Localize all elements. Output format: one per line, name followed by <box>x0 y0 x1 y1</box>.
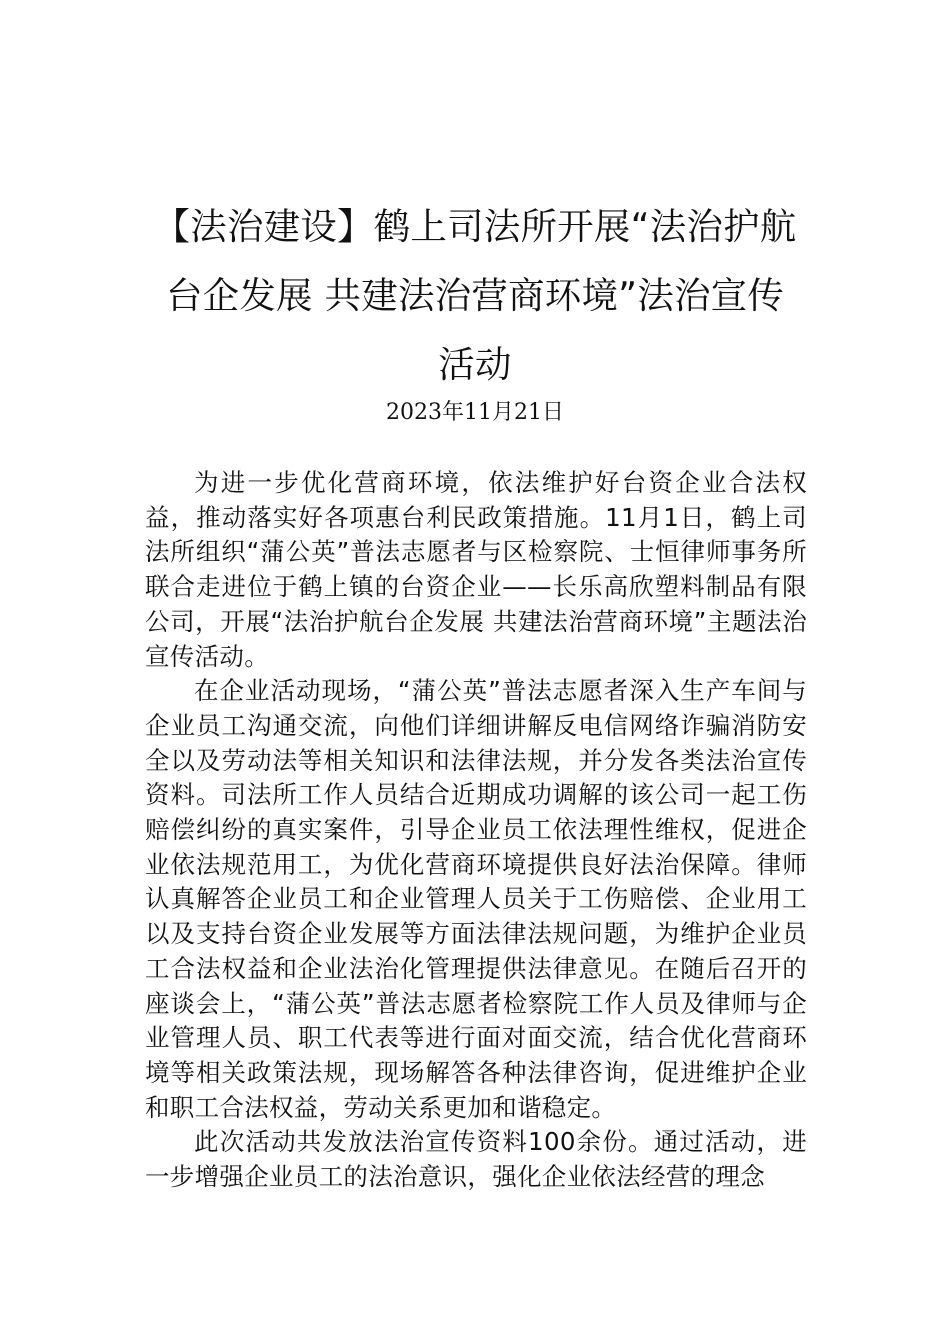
document-body <box>145 466 807 1195</box>
paragraph: 在企业活动现场，“蒲公英”普法志愿者深入生产车间与企业员工沟通交流，向他们详细讲解反电信网络诈骗消防安全以及劳动法等相关知识和法律法规，并分发各类法治宣传资料。司法所工作人员结合近期成功调解的该公司一起工伤赔偿纠纷的真实案件，引导企业员工依法理性维权，促进企业依法规范用工，为优化营商环境提供良好法治保障。律师认真解答企业员工和企业管理人员关于工伤赔偿、企业用工以及支持台资企业发展等方面法律法规问题，为维护企业员工合法权益和企业法治化管理提供法律意见。在随后召开的座谈会上，“蒲公英”普法志愿者检察院工作人员及律师与企业管理人员、职工代表等进行面对面交流，结合优化营商环境等相关政策法规，现场解答各种法律咨询，促进维护企业和职工合法权益，劳动关系更加和谐稳定。 <box>145 676 807 1122</box>
document-date: 2023年11月21日 <box>386 400 564 425</box>
paragraph: 此次活动共发放法治宣传资料100余份。通过活动，进一步增强企业员工的法治意识，强化企业依法经营的理念 <box>145 1127 807 1192</box>
document-title: 【法治建设】鹤上司法所开展“法治护航台企发展 共建法治营商环境”法治宣传活动 <box>153 205 797 386</box>
paragraph: 为进一步优化营商环境，依法维护好台资企业合法权益，推动落实好各项惠台利民政策措施。11月1日，鹤上司法所组织“蒲公英”普法志愿者与区检察院、士恒律师事务所联合走进位于鹤上镇的台资企业——长乐高欣塑料制品有限公司，开展“法治护航台企发展 共建法治营商环境”主题法治宣传活动。 <box>145 468 807 671</box>
